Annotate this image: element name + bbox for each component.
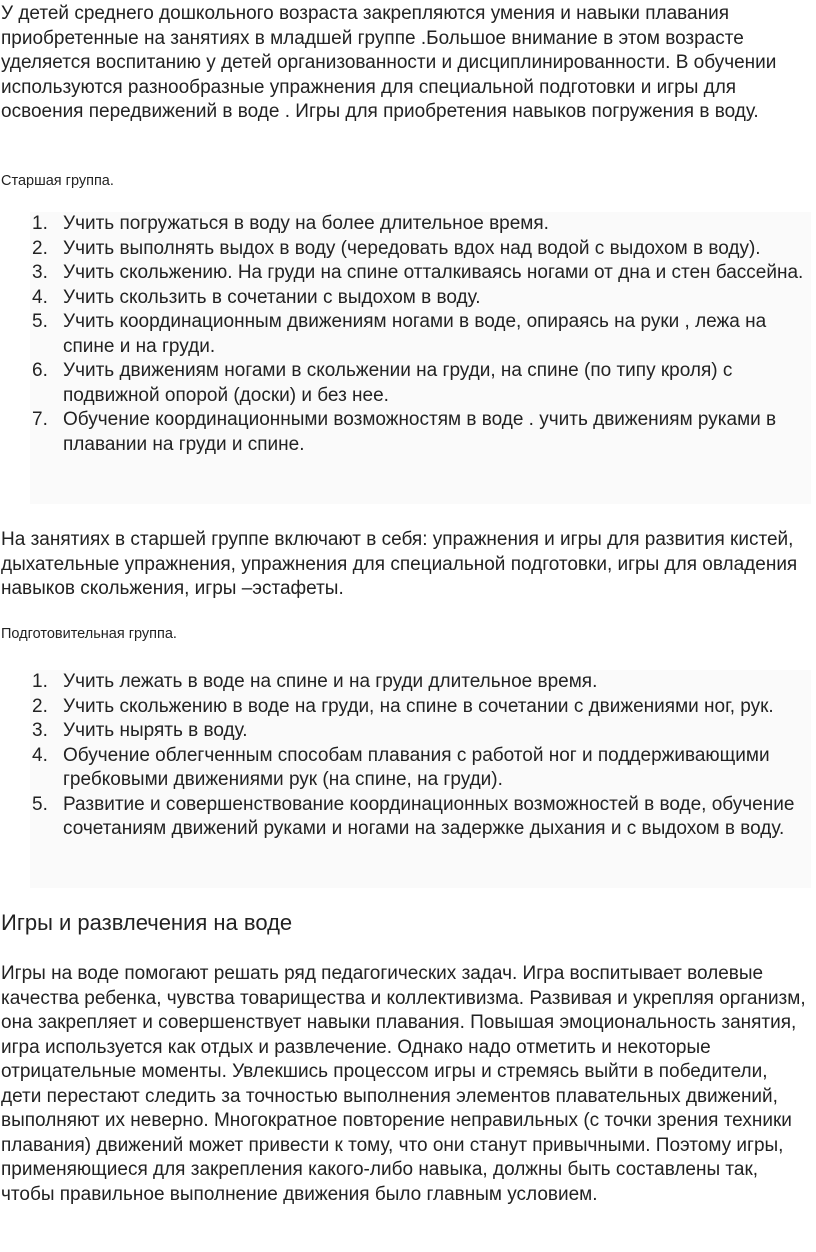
list-item-text: Учить движениям ногами в скольжении на груди, на спине (по типу кроля) с подвижной опорой (доски) и без нее. <box>63 360 733 406</box>
list-item <box>0 212 813 237</box>
list-item <box>0 359 813 408</box>
list-item-number: 6. <box>32 360 48 381</box>
list-item-text: Учить погружаться в воду на более длительное время. <box>63 213 549 234</box>
list-item <box>0 286 813 311</box>
list-item <box>0 670 813 695</box>
list-item <box>0 237 813 262</box>
senior-group-heading: Старшая группа. <box>1 173 114 189</box>
list-item-number: 1. <box>32 213 48 234</box>
list-item <box>0 793 813 842</box>
games-section-title: Игры и развлечения на воде <box>1 910 293 935</box>
list-item-number: 4. <box>32 744 48 766</box>
list-item-number: 2. <box>32 237 48 259</box>
list-item-text: Учить лежать в воде на спине и на груди длительное время. <box>63 671 598 692</box>
list-item-text: Учить скольжению. На груди на спине отталкиваясь ногами от дна и стен бассейна. <box>63 262 804 283</box>
list-item-text: Учить скольжению в воде на груди, на спине в сочетании с движениями ног, рук. <box>63 695 774 717</box>
list-item-number: 1. <box>32 671 48 692</box>
list-item-text: Развитие и совершенствование координационных возможностей в воде, обучение сочетаниям движений руками и ногами на задержке дыхания и с выдохом в воду. <box>63 793 795 839</box>
list-item-text: Учить нырять в воду. <box>63 720 248 741</box>
list-item-text: Учить координационным движениям ногами в воде, опираясь на руки , лежа на спине и на груди. <box>63 311 767 357</box>
list-item-text: Обучение облегченным способам плавания с работой ног и поддерживающими гребковыми движениями рук (на спине, на груди). <box>63 744 770 790</box>
senior-summary-paragraph: На занятиях в старшей группе включают в себя: упражнения и игры для развития кистей, дыхательные упражнения, упражнения для специальной подготовки, игры для овладения навыков скольжения, игры –эстафеты. <box>1 529 798 599</box>
prep-group-heading: Подготовительная группа. <box>1 626 177 642</box>
games-paragraph: Игры на воде помогают решать ряд педагогических задач. Игра воспитывает волевые качества ребенка, чувства товарищества и коллективизма. Развивая и укрепляя организм, она закрепляет и совершенствует навыки плавания. Повышая эмоциональность занятия, игра используется как отдых и развлечение. Однако надо отметить и некоторые отрицательные моменты. Увлекшись процессом игры и стремясь выйти в победители, дети перестают следить за точностью выполнения элементов плавательных движений, выполняют их неверно. Многократное повторение неправильных (с точки зрения техники плавания) движений может привести к тому, что они станут привычными. Поэтому игры, применяющиеся для закрепления какого-либо навыка, должны быть составлены так, чтобы правильное выполнение движения было главным условием. <box>1 963 806 1205</box>
list-item <box>0 719 813 744</box>
list-item <box>0 408 813 457</box>
list-item <box>0 261 813 286</box>
list-item-number: 7. <box>32 409 48 430</box>
list-item-text: Обучение координационными возможностям в воде . учить движениям руками в плавании на груди и спине. <box>63 409 777 455</box>
list-item-number: 3. <box>32 262 48 283</box>
list-item-text: Учить скользить в сочетании с выдохом в воду. <box>63 286 481 308</box>
intro-paragraph: У детей среднего дошкольного возраста закрепляются умения и навыки плавания приобретенные на занятиях в младшей группе .Большое внимание в этом возрасте уделяется воспитанию у детей организованности и дисциплинированности. В обучении используются разнообразные упражнения для специальной подготовки и игры для освоения передвижений в воде . Игры для приобретения навыков погружения в воду. <box>1 3 777 122</box>
prep-group-list <box>0 670 816 842</box>
list-item <box>0 744 813 793</box>
list-item-number: 3. <box>32 720 48 741</box>
list-item-number: 4. <box>32 286 48 308</box>
list-item-number: 2. <box>32 695 48 717</box>
list-item <box>0 695 813 720</box>
senior-group-list <box>0 212 816 457</box>
list-item-number: 5. <box>32 311 48 332</box>
list-item-text: Учить выполнять выдох в воду (чередовать вдох над водой с выдохом в воду). <box>63 237 761 259</box>
list-item <box>0 310 813 359</box>
list-item-number: 5. <box>32 793 48 815</box>
